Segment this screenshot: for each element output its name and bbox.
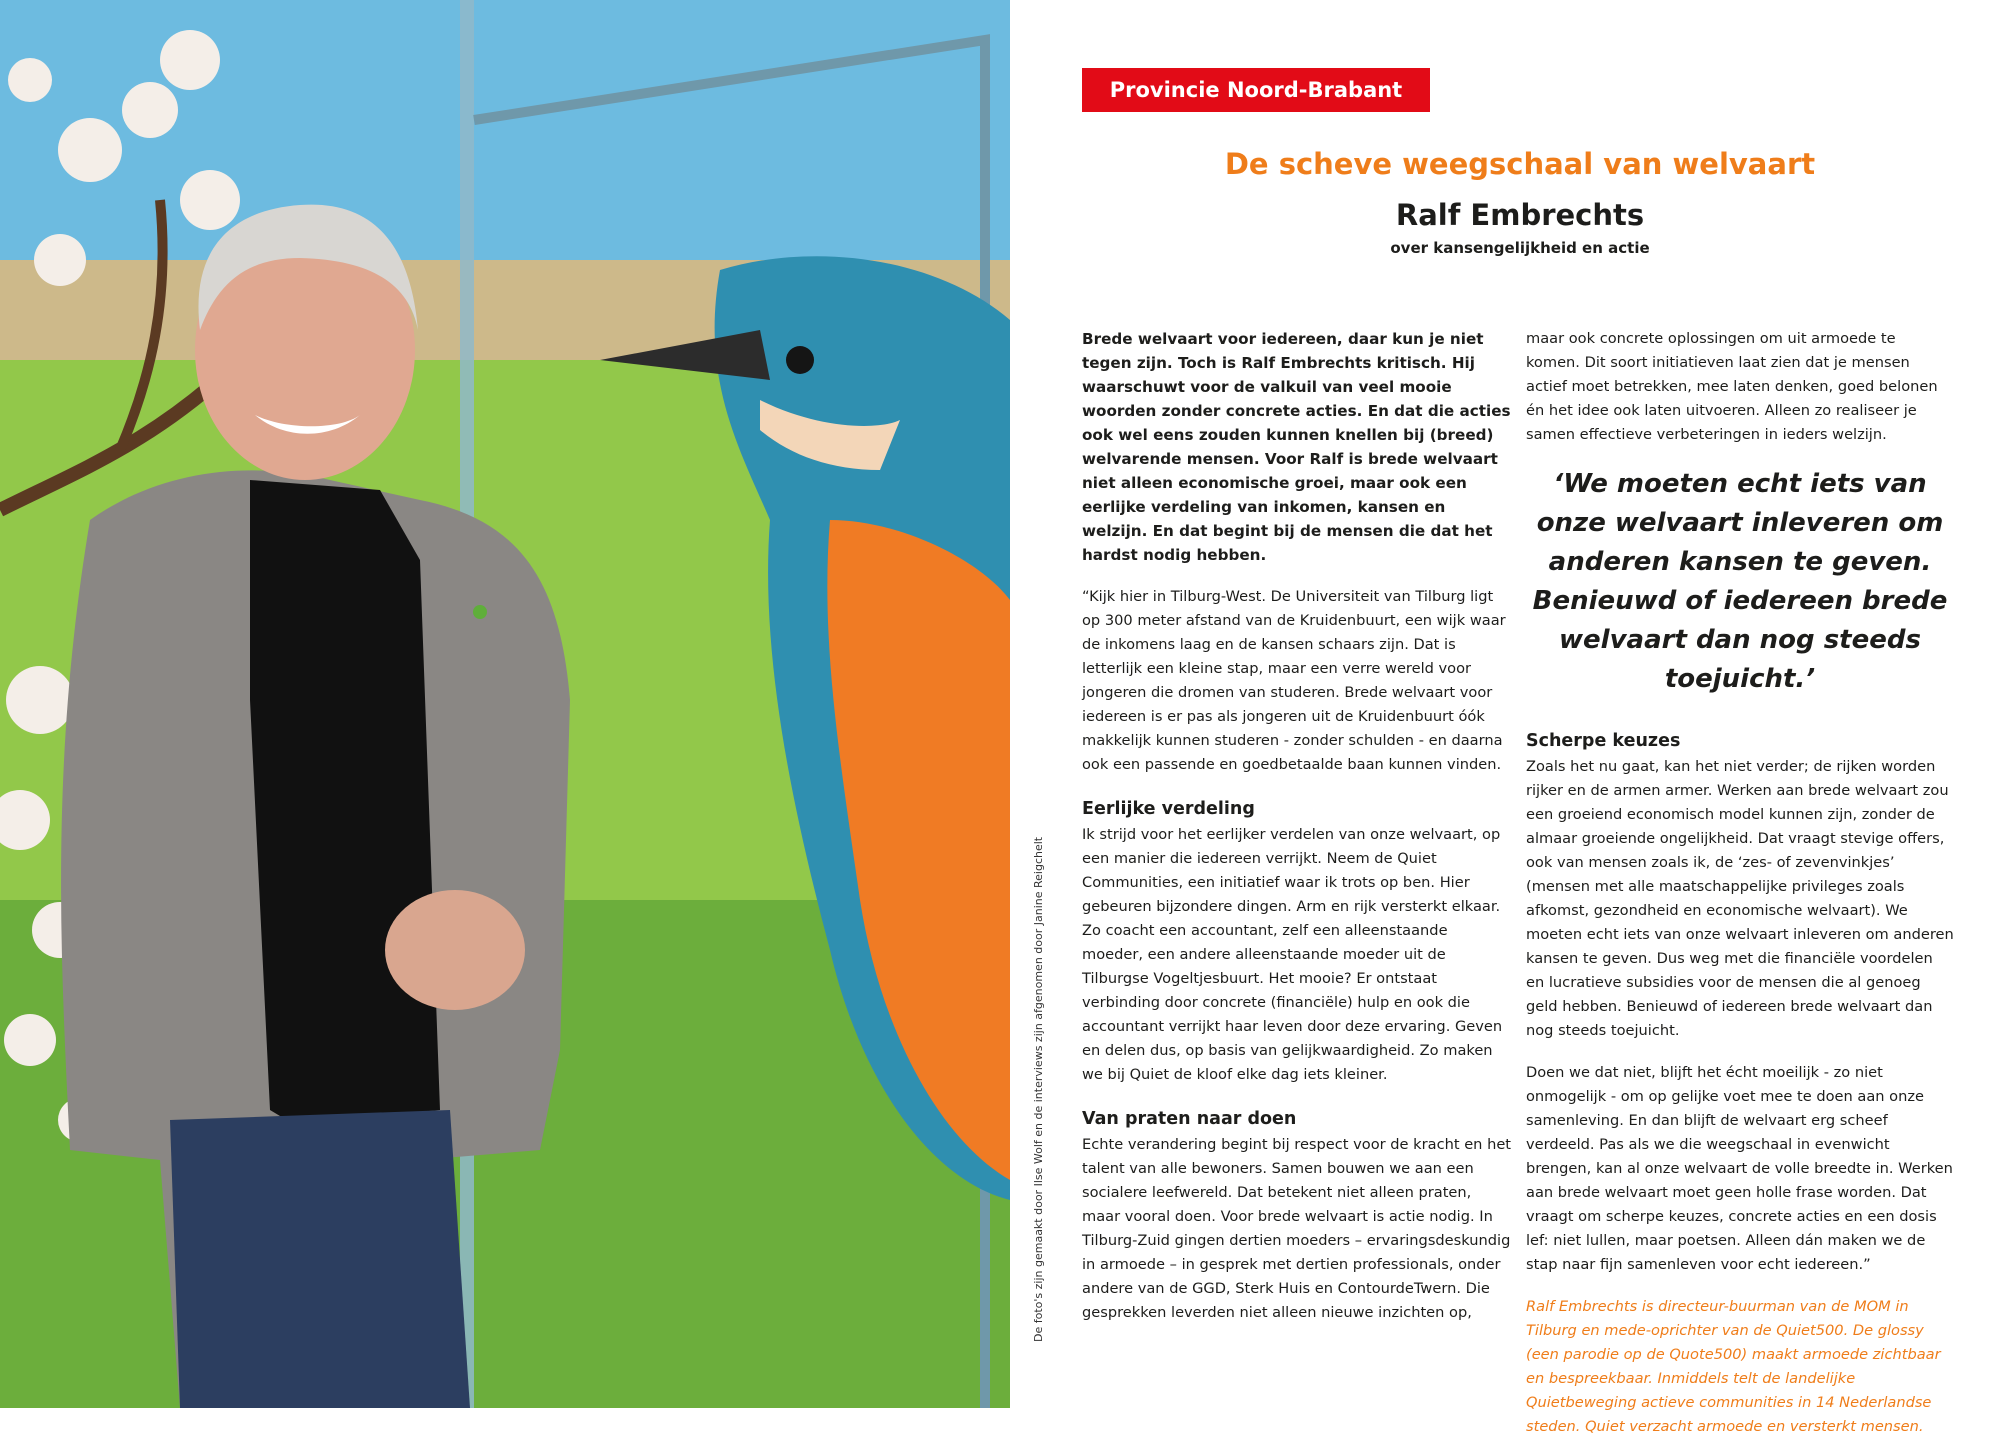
interviewee-name: Ralf Embrechts	[1395, 198, 1645, 232]
body-paragraph-3: Echte verandering begint bij respect voor de kracht en het talent van alle bewoners. Samen bouwen we aan een socialere leefwereld. Dat betekent niet alleen praten, maar vooral doen. Voor brede welvaart is actie nodig. In Tilburg-Zuid gingen dertien moeders – ervaringsdeskundig in armoede – in gesprek met dertien professionals, onder andere van de GGD, Sterk Huis en ContourdeTwern. Die gesprekken leverden niet alleen nieuwe inzichten op,	[1082, 1136, 1512, 1321]
text-column-left	[1082, 327, 1512, 1325]
body-paragraph-4: Zoals het nu gaat, kan het niet verder; de rijken worden rijker en de armen armer. Werken aan brede welvaart zou een groeiend economisch model kunnen zijn, zonder de almaar groeiende ongelijkheid. Dat vraagt stevige offers, ook van mensen zoals ik, de ‘zes- of zevenvinkjes’ (mensen met alle maatschappelijke privileges zoals afkomst, gezondheid en economische welvaart). We moeten echt iets van onze welvaart inleveren om anderen kansen te geven. Dus weg met die financiële voordelen en lucratieve subsidies voor de mensen die al genoeg geld hebben. Benieuwd of iedereen brede welvaart dan nog steeds toejuicht.	[1526, 758, 1954, 1039]
heading-eerlijke-verdeling: Eerlijke verdeling	[1082, 799, 1255, 819]
body-paragraph-3-continued: maar ook concrete oplossingen om uit armoede te komen. Dit soort initiatieven laat zien dat je mensen actief moet betrekken, mee laten denken, goed belonen én het idee ook laten uitvoeren. Alleen zo realiseer je samen effectieve verbeteringen in ieders welzijn.	[1526, 330, 1938, 443]
lead-paragraph: Brede welvaart voor iedereen, daar kun je niet tegen zijn. Toch is Ralf Embrechts kritisch. Hij waarschuwt voor de valkuil van veel mooie woorden zonder concrete acties. En dat die acties ook wel eens zouden kunnen knellen bij (breed) welvarende mensen. Voor Ralf is brede welvaart niet alleen economische groei, maar ook een eerlijke verdeling van inkomen, kansen en welzijn. En dat begint bij de mensen die dat het hardst nodig hebben.	[1082, 330, 1511, 564]
body-paragraph-2: Ik strijd voor het eerlijker verdelen van onze welvaart, op een manier die iedereen verrijkt. Neem de Quiet Communities, een initiatief waar ik trots op ben. Hier gebeuren bijzondere dingen. Arm en rijk versterkt elkaar. Zo coacht een accountant, zelf een alleenstaande moeder, een andere alleenstaande moeder uit de Tilburgse Vogeltjesbuurt. Het mooie? Er ontstaat verbinding door concrete (financiële) hulp en ook die accountant verrijkt haar leven door deze ervaring. Geven en delen dus, op basis van gelijkwaardigheid. Zo maken we bij Quiet de kloof elke dag iets kleiner.	[1082, 826, 1503, 1083]
region-tag: Provincie Noord-Brabant	[1082, 68, 1430, 112]
article-subtitle: over kansengelijkheid en actie	[1390, 239, 1650, 257]
cover-photo	[0, 0, 1010, 1408]
body-paragraph-5: Doen we dat niet, blijft het écht moeilijk - zo niet onmogelijk - om op gelijke voet mee te doen aan onze samenleving. En dan blijft de welvaart erg scheef verdeeld. Pas als we die weegschaal in evenwicht brengen, kan al onze welvaart de volle breedte in. Werken aan brede welvaart moet geen holle frase worden. Dat vraagt om scherpe keuzes, concrete acties en een dosis lef: niet lullen, maar poetsen. Alleen dán maken we de stap naar fijn samenleven voor echt iedereen.”	[1526, 1064, 1953, 1273]
mural-illustration	[0, 0, 1010, 1408]
article-headline: De scheve weegschaal van welvaart	[1224, 147, 1816, 181]
text-column-right	[1526, 327, 1954, 1439]
author-bio: Ralf Embrechts is directeur-buurman van de MOM in Tilburg en mede-oprichter van de Quiet500. De glossy (een parodie op de Quote500) maakt armoede zichtbaar en bespreekbaar. Inmiddels telt de landelijke Quietbeweging actieve communities in 14 Nederlandse steden. Quiet verzacht armoede en versterkt mensen.	[1526, 1298, 1941, 1435]
body-paragraph-1: “Kijk hier in Tilburg-West. De Universiteit van Tilburg ligt op 300 meter afstand van de Kruidenbuurt, een wijk waar de inkomens laag en de kansen schaars zijn. Dat is letterlijk een kleine stap, maar een verre wereld voor jongeren die dromen van studeren. Brede welvaart voor iedereen is er pas als jongeren uit de Kruidenbuurt óók makkelijk kunnen studeren - zonder schulden - en daarna ook een passende en goedbetaalde baan kunnen vinden.	[1082, 588, 1506, 773]
photo-credit: De foto's zijn gemaakt door Ilse Wolf en de interviews zijn afgenomen door Janine Reigchelt	[1032, 836, 1045, 1342]
heading-scherpe-keuzes: Scherpe keuzes	[1526, 731, 1681, 751]
pull-quote: ‘We moeten echt iets van onze welvaart inleveren om anderen kansen te geven. Benieuwd of iedereen brede welvaart dan nog steeds toejuicht.’	[1532, 469, 1948, 694]
heading-van-praten-naar-doen: Van praten naar doen	[1082, 1109, 1297, 1129]
